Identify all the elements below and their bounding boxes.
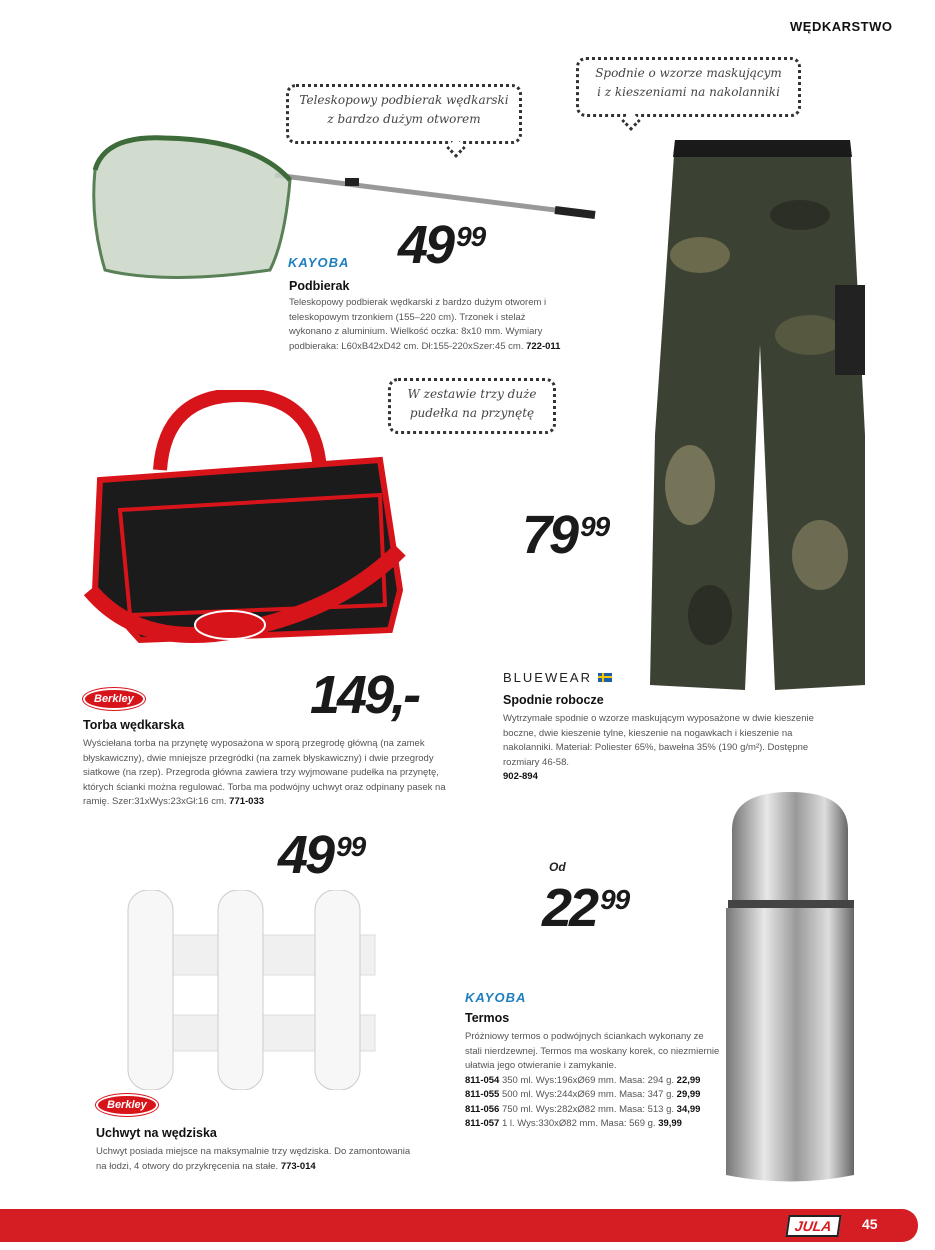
desc-text: Uchwyt posiada miejsce na maksymalnie trzy wędziska. Do zamontowania na łodzi, 4 otwory do przykręcenia na stałe. xyxy=(96,1146,411,1172)
product-description xyxy=(96,1145,416,1174)
product-name: Torba wędkarska xyxy=(83,718,185,732)
rod-holder-image xyxy=(120,890,380,1090)
desc-text: Teleskopowy podbierak wędkarski z bardzo dużym otworem i teleskopowym trzonkiem (155–220 cm). Trzonek i stelaż wykonano z aluminium. Wielkość oczka: 8x10 mm. Wymiary podbieraka: L60xB42xD42 cm. Dł:155-220xSzer:45 cm. xyxy=(289,297,547,352)
price-bag xyxy=(310,665,418,739)
jula-logo: JULA xyxy=(785,1215,841,1237)
price-pants xyxy=(522,505,609,579)
price-prefix: Od xyxy=(549,860,566,874)
work-trousers-image xyxy=(640,135,875,695)
callout-line: Spodnie o wzorze maskującym xyxy=(595,66,782,80)
variant-spec: 1 l. Wys:330xØ82 mm. Masa: 569 g. xyxy=(501,1118,656,1129)
callout-line: i z kieszeniami na nakolanniki xyxy=(597,85,780,99)
product-description xyxy=(503,712,843,785)
brand-logo-berkley xyxy=(96,1094,158,1116)
price-thermos xyxy=(542,878,629,952)
variant-row xyxy=(465,1088,720,1103)
variant-price: 22,99 xyxy=(676,1074,701,1086)
price-main: 49 xyxy=(398,215,453,275)
variant-spec: 350 ml. Wys:196xØ69 mm. Masa: 294 g. xyxy=(501,1074,675,1086)
product-code: 773-014 xyxy=(280,1160,316,1172)
desc-text: Próżniowy termos o podwójnych ściankach wykonany ze stali nierdzewnej. Termos ma woskany korek, co niezmiernie ułatwia jego otwieranie i zamykanie. xyxy=(465,1031,720,1071)
variant-code: 811-054 xyxy=(465,1074,500,1086)
page-number: 45 xyxy=(862,1216,878,1232)
variant-spec: 500 ml. Wys:244xØ69 mm. Masa: 347 g. xyxy=(501,1089,675,1100)
product-description xyxy=(83,737,448,810)
brand-logo-berkley xyxy=(83,688,145,710)
product-code: 902-894 xyxy=(503,771,538,782)
section-title: WĘDKARSTWO xyxy=(790,19,893,34)
brand-text: BLUEWEAR xyxy=(503,670,592,685)
product-name: Spodnie robocze xyxy=(503,693,604,707)
desc-text: Wyściełana torba na przynętę wyposażona w sporą przegrodę główną (na zamek błyskawiczny), dwie mniejsze przegródki (na zamek błyskawiczny) i dwie przegrody siatkowe (na rzep). Przegroda główna zawiera trzy wyjmowane pudełka na przynętę, których ścianki można regulować. Torba ma podwójny uchwyt oraz odpinany pasek na ramię. Szer:31xWys:23xGł:16 cm. xyxy=(83,738,446,807)
product-description xyxy=(289,296,569,354)
callout-bag xyxy=(388,378,556,434)
callout-line: pudełka na przynętę xyxy=(409,406,535,420)
product-name: Uchwyt na wędziska xyxy=(96,1126,217,1140)
brand-text: Berkley xyxy=(83,688,145,710)
price-main: 49 xyxy=(278,825,333,885)
thermos-image xyxy=(720,790,860,1190)
variant-price: 29,99 xyxy=(676,1089,701,1100)
variant-price: 34,99 xyxy=(676,1103,701,1115)
callout-line: Teleskopowy podbierak wędkarski xyxy=(299,93,509,107)
price-cents: 99 xyxy=(456,221,486,252)
variant-code: 811-057 xyxy=(465,1118,500,1129)
variant-code: 811-055 xyxy=(465,1089,500,1100)
price-main: 79 xyxy=(522,505,577,565)
product-code: 722-011 xyxy=(526,340,561,352)
brand-text: Berkley xyxy=(96,1094,158,1116)
desc-text: Wytrzymałe spodnie o wzorze maskującym wyposażone w dwie kieszenie boczne, dwie kieszenie tylne, kieszenie na nogawkach i kieszenie na nakolanniki. Materiał: Poliester 65%, bawełna 35% (190 g/m²). Dostępne rozmiary 46-58. xyxy=(503,713,814,768)
sweden-flag-icon xyxy=(598,673,612,682)
price-main: 22 xyxy=(542,878,597,938)
product-name: Termos xyxy=(465,1011,510,1025)
variant-price: 39,99 xyxy=(658,1118,682,1129)
footer-bar xyxy=(0,1209,918,1242)
variant-row xyxy=(465,1103,720,1118)
tackle-bag-image xyxy=(80,390,410,665)
brand-logo-bluewear xyxy=(503,670,612,685)
callout-line: z bardzo dużym otworem xyxy=(327,112,481,126)
variant-row xyxy=(465,1117,720,1132)
product-code: 771-033 xyxy=(229,796,265,807)
product-name: Podbierak xyxy=(289,279,350,293)
product-description xyxy=(465,1030,720,1132)
brand-logo-kayoba: KAYOBA xyxy=(288,255,350,270)
callout-line: W zestawie trzy duże xyxy=(407,387,537,401)
brand-logo-kayoba: KAYOBA xyxy=(465,990,527,1005)
price-cents: 99 xyxy=(336,831,366,862)
price-holder xyxy=(278,825,365,899)
variant-code: 811-056 xyxy=(465,1103,500,1115)
price-net xyxy=(398,215,485,289)
price-cents: 99 xyxy=(600,884,630,915)
price-main: 149,- xyxy=(310,665,419,725)
price-cents: 99 xyxy=(580,511,610,542)
variant-row xyxy=(465,1074,720,1089)
callout-pants xyxy=(576,57,801,117)
variant-spec: 750 ml. Wys:282xØ82 mm. Masa: 513 g. xyxy=(501,1103,675,1115)
